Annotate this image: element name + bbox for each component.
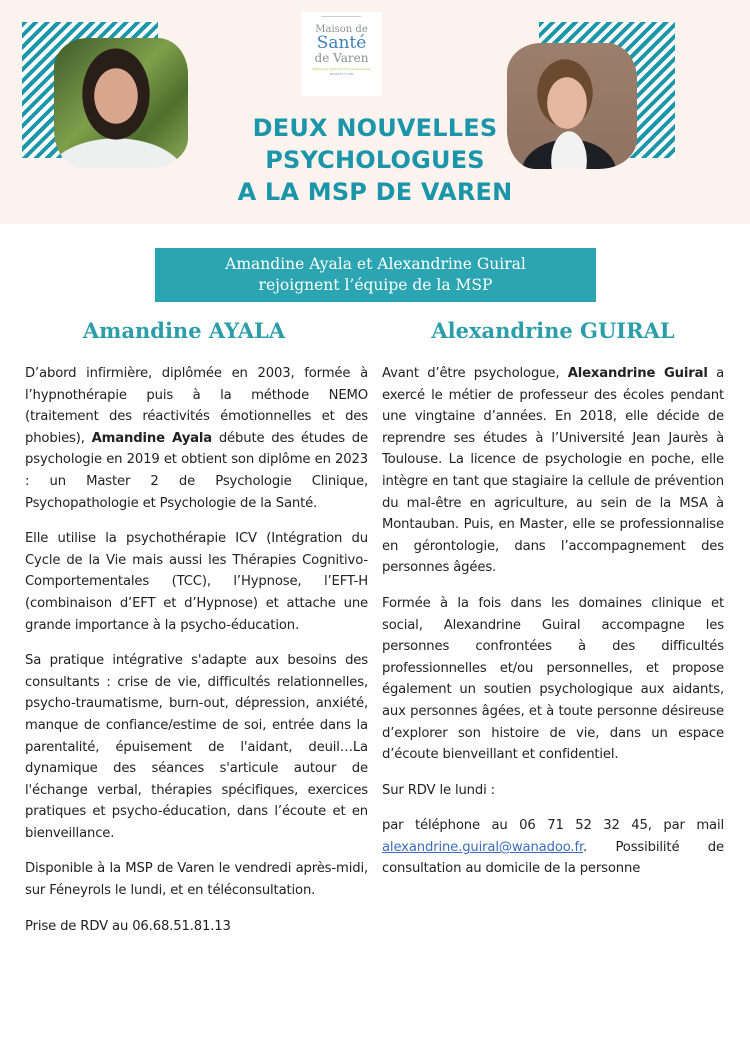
paragraph: D’abord infirmière, diplômée en 2003, formée à l’hypnothérapie puis à la méthode NEMO (traitement des réactivités émotionnelles et des phobies), Amandine Ayala débute des études de psychologie en 2019 et obtient son diplôme en 2023 : un Master 2 de Psychologie Clinique, Psychopathologie et Psychologie de la Santé. bbox=[25, 366, 368, 511]
paragraph: Disponible à la MSP de Varen le vendredi après-midi, sur Féneyrols le lundi, et en téléconsultation. bbox=[25, 861, 368, 899]
paragraph: Sur RDV le lundi : bbox=[382, 782, 495, 798]
logo-tagline: Maison de Santé Pluri-professionnelle bbox=[312, 67, 371, 71]
paragraph: Avant d’être psychologue, Alexandrine Guiral a exercé le métier de professeur des écoles pendant une vingtaine d’années. En 2018, elle décide de reprendre ses études à l’Université Jean Jaurès à Toulouse. La licence de psychologie en poche, elle intègre en tant que stagiaire la cellule de prévention du mal-être en agriculture, au sein de la MSA à Montauban. Puis, en Master, elle se professionnalise en gérontologie, dans l’accompagnement des personnes âgées. bbox=[382, 366, 725, 576]
paragraph: par téléphone au 06 71 52 32 45, par mail alexandrine.guiral@wanadoo.fr. Possibilité de consultation au domicile de la personne bbox=[382, 818, 724, 877]
alexandrine-guiral-heading: Alexandrine GUIRAL bbox=[431, 318, 675, 343]
logo-roof-icon bbox=[321, 16, 361, 26]
subtitle-banner bbox=[155, 248, 596, 302]
title-line-2: PSYCHOLOGUES bbox=[265, 146, 485, 174]
page-title bbox=[175, 112, 575, 208]
photo-amandine-ayala bbox=[54, 38, 188, 168]
appointment-phone: Prise de RDV au 06.68.51.81.13 bbox=[25, 918, 231, 934]
logo-line1: Maison de bbox=[315, 24, 368, 35]
paragraph: Sa pratique intégrative s'adapte aux besoins des consultants : crise de vie, difficultés relationnelles, psycho-traumatisme, burn-out, dépression, anxiété, manque de confiance/estime de soi, entrée dans la parentalité, épuisement de l'aidant, deuil…La dynamique des séances s'articule autour de l'échange verbal, thérapies spécifiques, exercices pratiques et psycho-éducation, dans l’écoute et en bienveillance. bbox=[25, 653, 368, 841]
msp-logo bbox=[301, 12, 382, 96]
logo-line3: de Varen bbox=[314, 51, 369, 65]
amandine-ayala-heading: Amandine AYALA bbox=[82, 318, 286, 343]
title-line-1: DEUX NOUVELLES bbox=[252, 114, 498, 142]
banner-line-2: rejoignent l’équipe de la MSP bbox=[258, 276, 493, 294]
title-line-3: A LA MSP DE VAREN bbox=[237, 178, 513, 206]
alexandrine-guiral-column bbox=[382, 363, 724, 894]
paragraph: Elle utilise la psychothérapie ICV (Intégration du Cycle de la Vie mais aussi les Thérapies Cognitivo-Comportementales (TCC), l’Hypnose, l’EFT-H (combinaison d’EFT et d’Hypnose) et attache une grande importance à la psycho-éducation. bbox=[25, 531, 368, 633]
amandine-ayala-column bbox=[25, 363, 368, 951]
name-bold: Amandine Ayala bbox=[91, 430, 213, 446]
logo-line2: Santé bbox=[316, 33, 367, 53]
paragraph: Formée à la fois dans les domaines clinique et social, Alexandrine Guiral accompagne les personnes confrontées à des difficultés professionnelles et/ou personnelles, et propose également un soutien psychologique aux aidants, aux personnes âgées, et à toute personne désireuse d’explorer son histoire de vie, dans un espace d’écoute bienveillant et confidentiel. bbox=[382, 595, 724, 763]
banner-line-1: Amandine Ayala et Alexandrine Guiral bbox=[225, 255, 526, 273]
logo-phone: 05 63 67 77 00 bbox=[330, 72, 353, 76]
name-bold: Alexandrine Guiral bbox=[567, 366, 708, 381]
email-link[interactable]: alexandrine.guiral@wanadoo.fr bbox=[382, 839, 584, 855]
